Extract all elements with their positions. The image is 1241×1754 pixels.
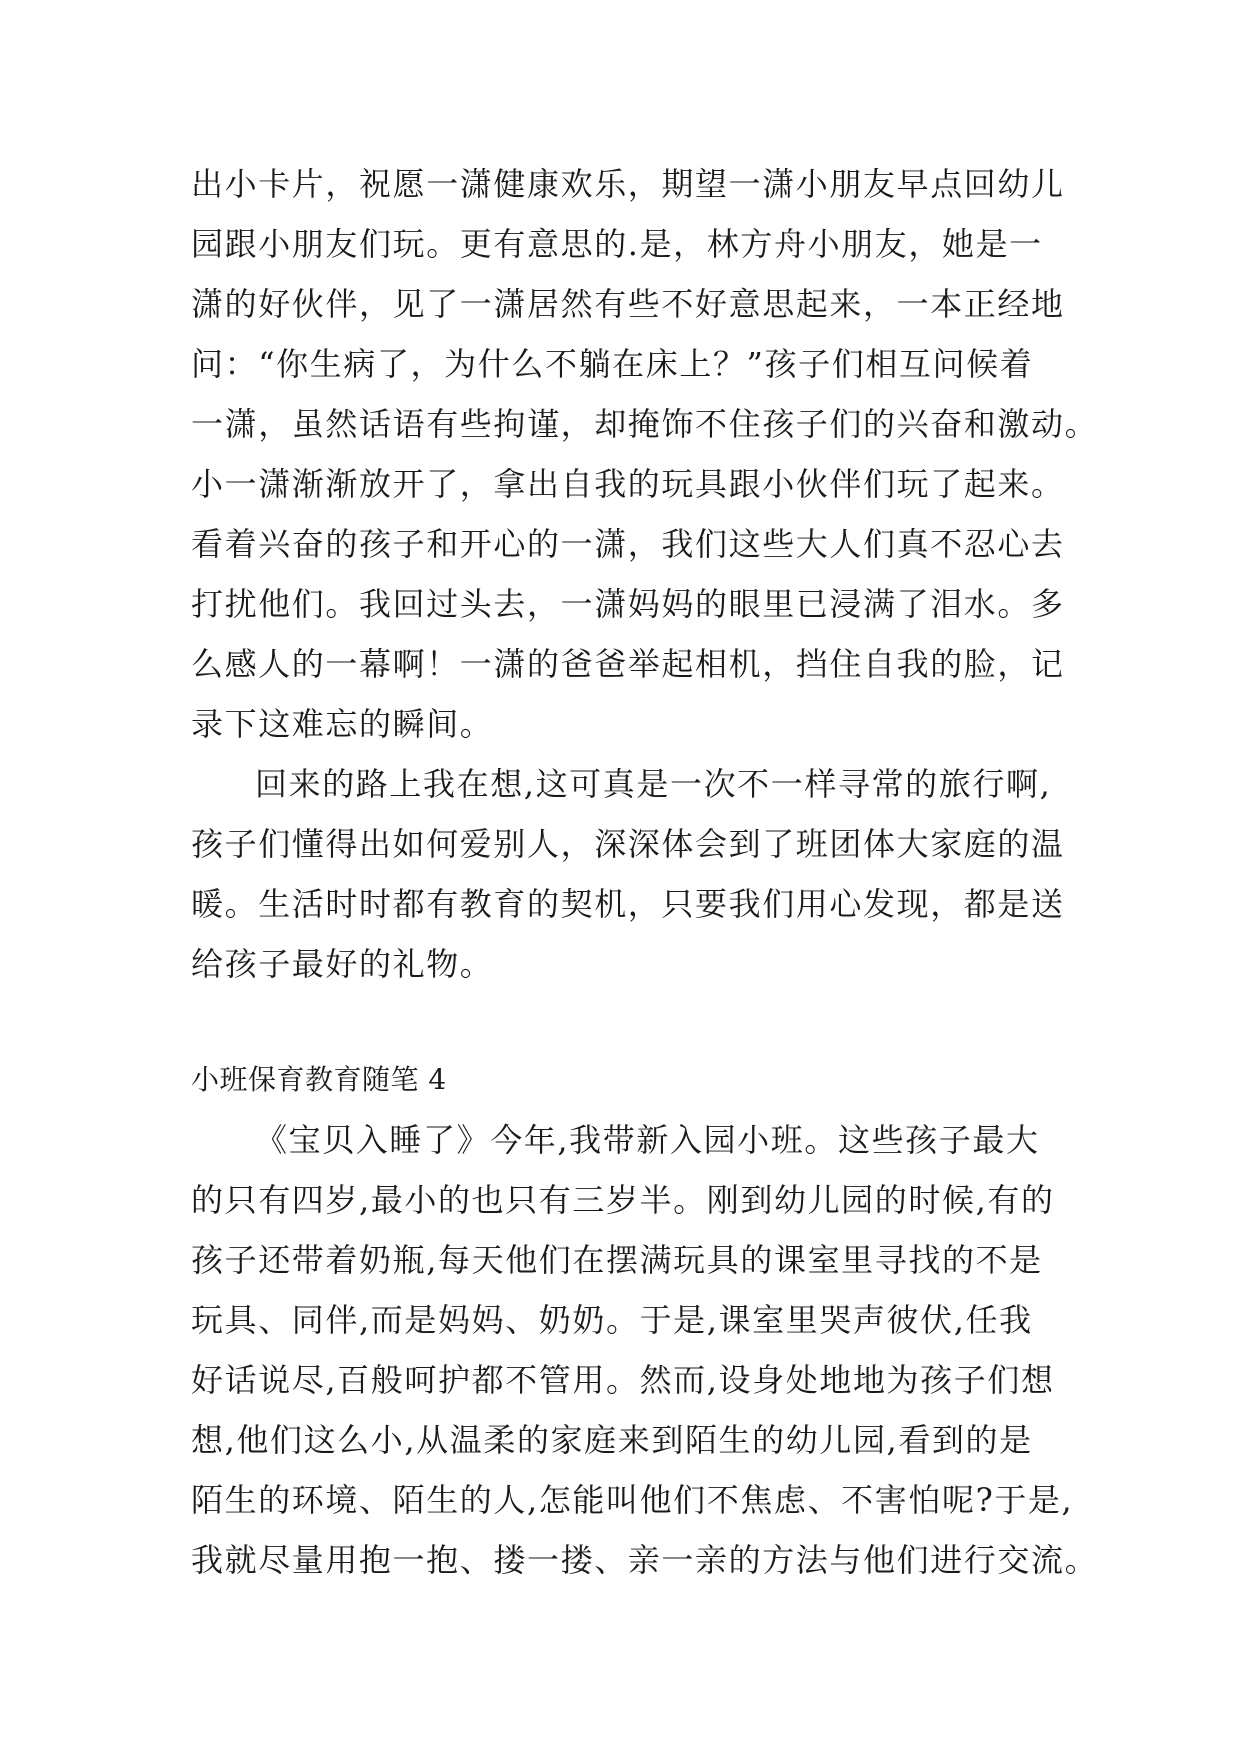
- text-line: 一潇，虽然话语有些拘谨，却掩饰不住孩子们的兴奋和激动。: [191, 405, 1099, 443]
- text-line: 么感人的一幕啊！一潇的爸爸举起相机，挡住自我的脸，记: [191, 645, 1065, 683]
- text-line: 录下这难忘的瞬间。: [191, 705, 494, 743]
- text-line: 小一潇渐渐放开了，拿出自我的玩具跟小伙伴们玩了起来。: [191, 465, 1065, 503]
- text-line: 孩子还带着奶瓶,每天他们在摆满玩具的课室里寻找的不是: [191, 1241, 1043, 1279]
- text-line: 我就尽量用抱一抱、搂一搂、亲一亲的方法与他们进行交流。: [191, 1541, 1099, 1579]
- text-line: 孩子们懂得出如何爱别人，深深体会到了班团体大家庭的温: [191, 825, 1065, 863]
- text-line: 打扰他们。我回过头去，一潇妈妈的眼里已浸满了泪水。多: [191, 585, 1065, 623]
- text-line: 问：“你生病了，为什么不躺在床上？”孩子们相互问候着: [191, 345, 1034, 383]
- text-line: 看着兴奋的孩子和开心的一潇，我们这些大人们真不忍心去: [191, 525, 1065, 563]
- text-line: 给孩子最好的礼物。: [191, 945, 494, 983]
- text-line: 暖。生活时时都有教育的契机，只要我们用心发现，都是送: [191, 885, 1065, 923]
- text-line: 的只有四岁,最小的也只有三岁半。刚到幼儿园的时候,有的: [191, 1181, 1055, 1219]
- section-heading: 小班保育教育随笔 4: [191, 1063, 447, 1096]
- text-line: 陌生的环境、陌生的人,怎能叫他们不焦虑、不害怕呢?于是,: [191, 1481, 1074, 1519]
- text-line: 《宝贝入睡了》今年,我带新入园小班。这些孩子最大: [255, 1121, 1040, 1159]
- text-line: 好话说尽,百般呵护都不管用。然而,设身处地地为孩子们想: [191, 1361, 1055, 1399]
- text-line: 想,他们这么小,从温柔的家庭来到陌生的幼儿园,看到的是: [191, 1421, 1033, 1459]
- text-line: 出小卡片，祝愿一潇健康欢乐，期望一潇小朋友早点回幼儿: [191, 165, 1065, 203]
- text-line: 潇的好伙伴，见了一潇居然有些不好意思起来，一本正经地: [191, 285, 1065, 323]
- text-line: 回来的路上我在想,这可真是一次不一样寻常的旅行啊,: [255, 765, 1052, 803]
- text-line: 园跟小朋友们玩。更有意思的.是，林方舟小朋友，她是一: [191, 225, 1043, 263]
- text-line: 玩具、同伴,而是妈妈、奶奶。于是,课室里哭声彼伏,任我: [191, 1301, 1033, 1339]
